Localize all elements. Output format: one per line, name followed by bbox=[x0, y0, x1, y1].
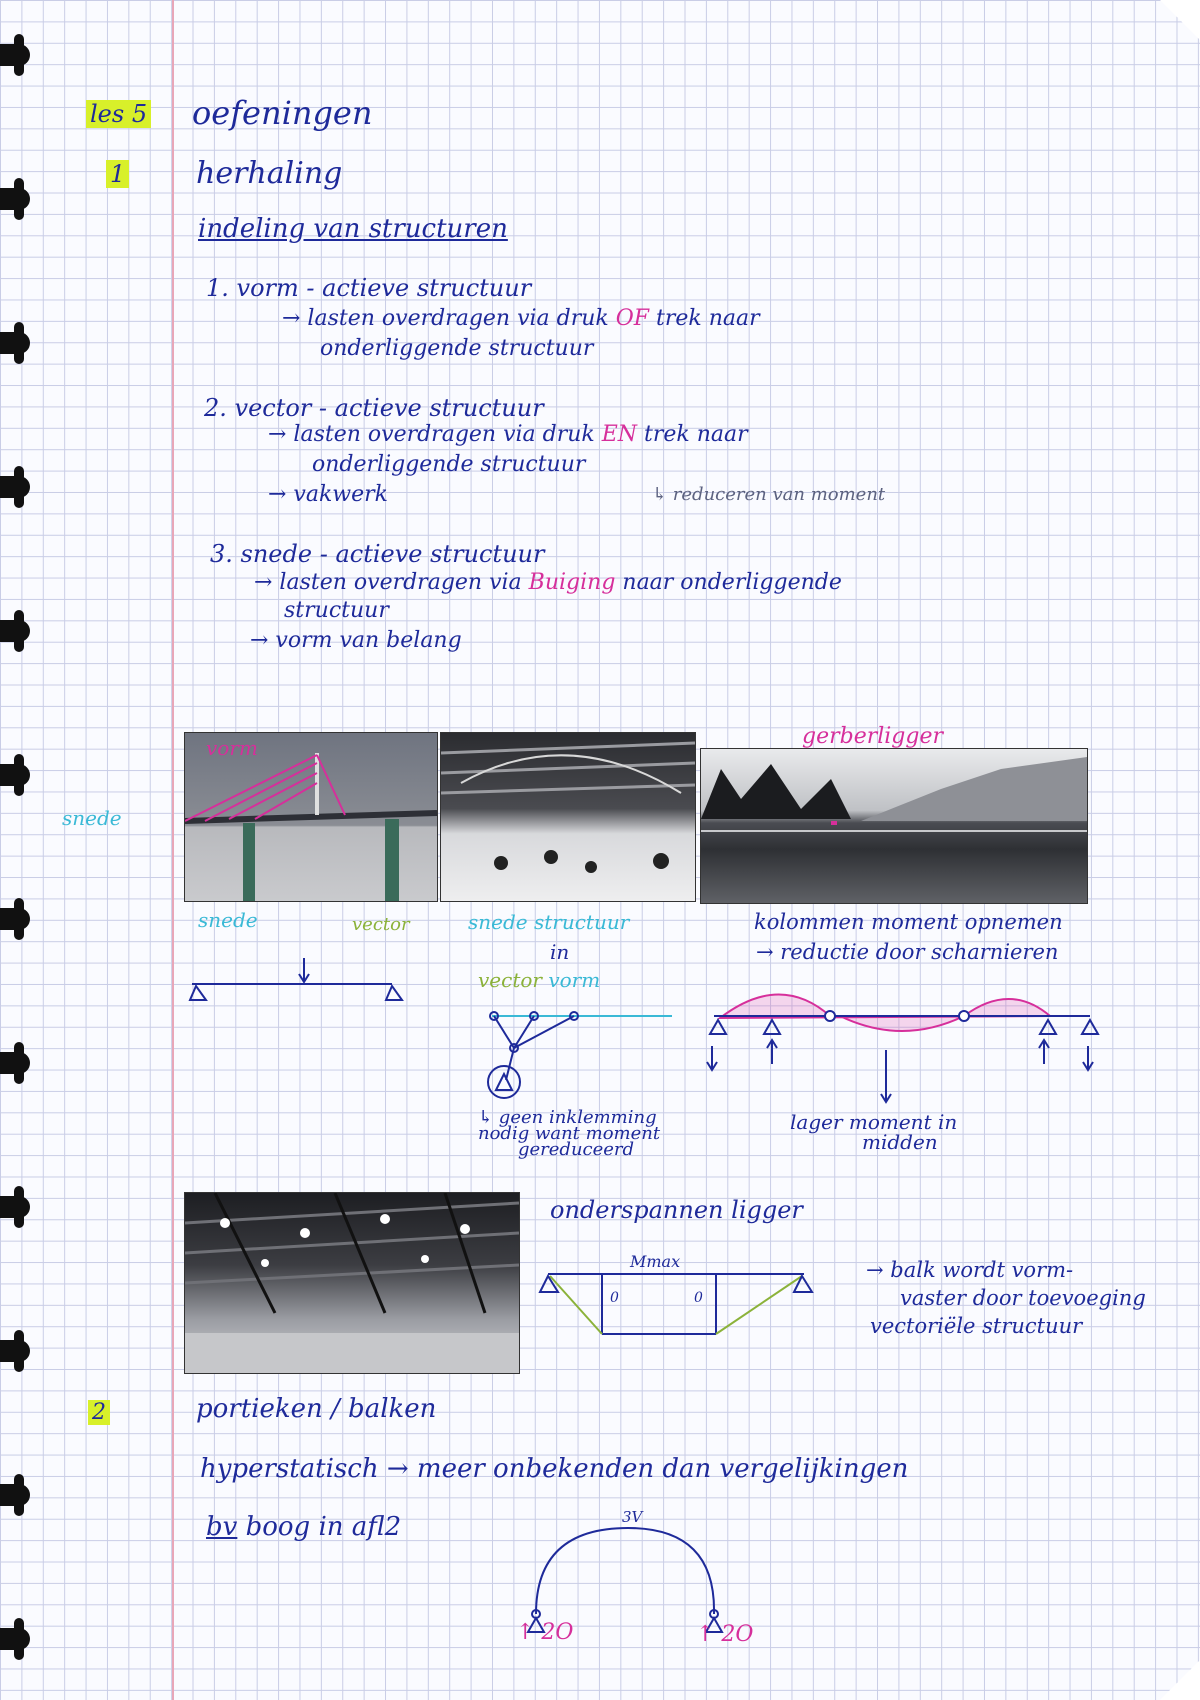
label-vector: vector bbox=[352, 914, 410, 935]
structure-item-text: → vakwerk bbox=[268, 482, 389, 507]
margin-label-snede: snede bbox=[62, 806, 122, 830]
truss-title: onderspannen ligger bbox=[550, 1196, 803, 1224]
hyperstatic-line: hyperstatisch → meer onbekenden dan vergelijkingen bbox=[200, 1454, 909, 1484]
binder-hole bbox=[0, 322, 34, 364]
lesson-tag: les 5 bbox=[86, 100, 151, 128]
section-heading: portieken / balken bbox=[196, 1394, 437, 1424]
example-line: bv boog in afl2 bbox=[206, 1512, 402, 1542]
section-number: 1 bbox=[106, 160, 129, 188]
label-kolommen: kolommen moment opnemen bbox=[754, 910, 1063, 934]
margin-line bbox=[172, 0, 174, 1700]
page-corner bbox=[1160, 0, 1200, 40]
binder-hole bbox=[0, 1042, 34, 1084]
arch-top-label: 3V bbox=[622, 1508, 643, 1526]
truss-note: → balk wordt vorm- vaster door toevoeging vectoriële structuur bbox=[866, 1258, 1146, 1338]
binder-hole bbox=[0, 1474, 34, 1516]
binder-hole bbox=[0, 610, 34, 652]
structure-item-title: 1. vorm - actieve structuur bbox=[206, 274, 532, 302]
binder-hole bbox=[0, 1330, 34, 1372]
structure-item-title: 3. snede - actieve structuur bbox=[210, 540, 545, 568]
tree-column-sketch bbox=[488, 1012, 672, 1098]
right-support-reaction: ↑ 2O bbox=[696, 1622, 754, 1647]
label-in: in bbox=[550, 940, 570, 964]
simple-beam-sketch bbox=[190, 958, 402, 1000]
gerber-beam-note: lager moment in midden bbox=[790, 1110, 958, 1154]
binder-hole bbox=[0, 466, 34, 508]
label-snede-structuur: snede structuur bbox=[468, 910, 630, 934]
ice-rink-photo-drawing bbox=[441, 733, 695, 901]
truss-mmax: Mmax bbox=[630, 1252, 681, 1271]
lake-bridge-photo bbox=[700, 748, 1088, 904]
binder-hole bbox=[0, 1618, 34, 1660]
bridge-photo-label: vorm bbox=[206, 736, 258, 760]
binder-hole bbox=[0, 178, 34, 220]
structure-item-text: → lasten overdragen via druk EN trek naar bbox=[268, 422, 748, 447]
section-number: 2 bbox=[88, 1400, 110, 1425]
structure-item-text: → vorm van belang bbox=[250, 628, 462, 653]
structure-item-text: onderliggende structuur bbox=[312, 452, 586, 477]
page-title: oefeningen bbox=[192, 94, 373, 132]
arch-sketch bbox=[528, 1528, 722, 1632]
structure-item-title: 2. vector - actieve structuur bbox=[204, 394, 544, 422]
label-snede: snede bbox=[198, 908, 258, 932]
truss-zero-right: 0 bbox=[694, 1290, 703, 1306]
structure-item-note: ↳ reduceren van moment bbox=[652, 484, 886, 505]
structure-item-text: → lasten overdragen via druk OF trek naar bbox=[282, 306, 760, 331]
section-subheading: indeling van structuren bbox=[198, 214, 508, 244]
label-reductie: → reductie door scharnieren bbox=[756, 940, 1059, 964]
left-support-reaction: ↑ 2O bbox=[516, 1620, 574, 1645]
binder-hole bbox=[0, 898, 34, 940]
lake-bridge-photo-drawing bbox=[701, 749, 1087, 903]
hall-photo-drawing bbox=[185, 1193, 519, 1373]
gerber-beam-sketch bbox=[707, 994, 1098, 1102]
section-heading: herhaling bbox=[196, 156, 343, 191]
structure-item-text: structuur bbox=[284, 598, 389, 623]
lake-bridge-label: gerberligger bbox=[802, 724, 944, 749]
page-corner bbox=[1160, 1660, 1200, 1700]
truss-zero-left: 0 bbox=[610, 1290, 619, 1306]
binder-hole bbox=[0, 754, 34, 796]
tree-column-note: ↳ geen inklemming nodig want moment gereduceerd bbox=[478, 1107, 661, 1160]
structure-item-text: → lasten overdragen via Buiging naar onderliggende bbox=[254, 570, 842, 595]
hall-photo bbox=[184, 1192, 520, 1374]
structure-item-text: onderliggende structuur bbox=[320, 336, 594, 361]
ice-rink-photo bbox=[440, 732, 696, 902]
label-vector-vorm: vector vorm bbox=[478, 968, 601, 992]
binder-hole bbox=[0, 34, 34, 76]
binder-hole bbox=[0, 1186, 34, 1228]
underspanned-beam-sketch bbox=[540, 1274, 812, 1334]
